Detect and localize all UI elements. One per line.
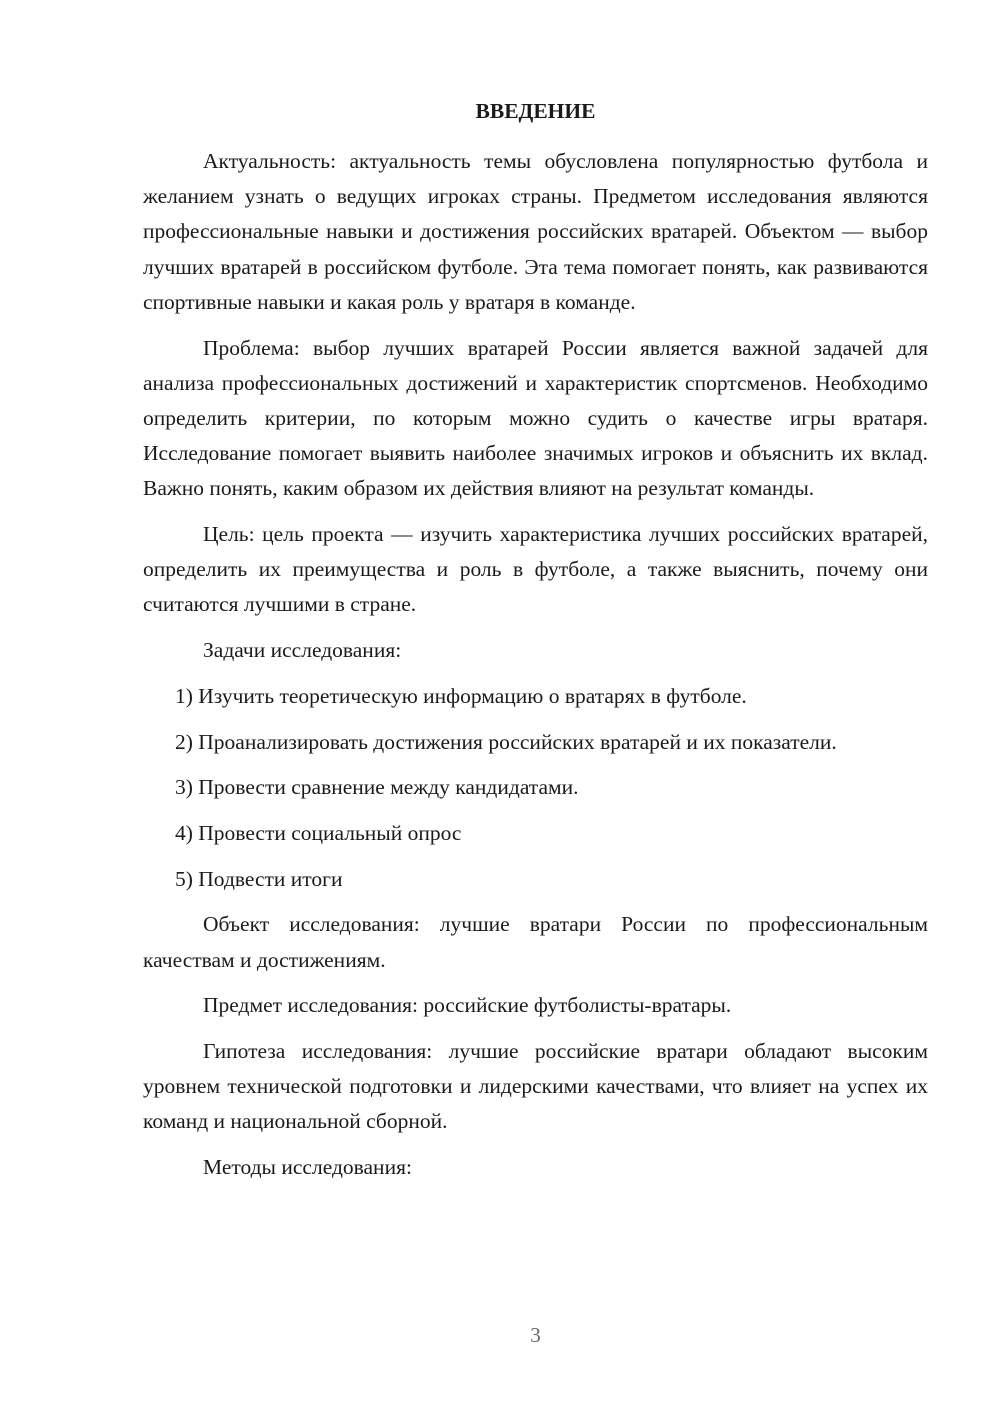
paragraph-hypothesis: Гипотеза исследования: лучшие российские вратари обладают высоким уровнем технической подготовки и лидерскими качествами, что влияет на успех их команд и национальной сборной. <box>143 1038 928 1134</box>
task-item-5: 5) Подвести итоги <box>175 866 343 891</box>
section-heading: ВВЕДЕНИЕ <box>475 99 596 123</box>
paragraph-problem: Проблема: выбор лучших вратарей России является важной задачей для анализа профессиональных достижений и характеристик спортсменов. Необходимо определить критерии, по которым можно судить о качестве игры вратаря. Исследование помогает выявить наиболее значимых игроков и объяснить их вклад. Важно понять, каким образом их действия влияют на результат команды. <box>143 335 928 501</box>
paragraph-relevance: Актуальность: актуальность темы обусловлена популярностью футбола и желанием узнать о ведущих игроках страны. Предметом исследования являются профессиональные навыки и достижения российских вратарей. Объектом — выбор лучших вратарей в российском футболе. Эта тема помогает понять, как развиваются спортивные навыки и какая роль у вратаря в команде. <box>143 149 928 314</box>
tasks-heading: Задачи исследования: <box>203 638 402 663</box>
task-item-1: 1) Изучить теоретическую информацию о вратарях в футболе. <box>175 683 747 708</box>
paragraph-object: Объект исследования: лучшие вратари России по профессиональным качествам и достижениям. <box>143 912 928 972</box>
task-item-4: 4) Провести социальный опрос <box>175 820 462 845</box>
document-page <box>143 94 928 1196</box>
methods-heading: Методы исследования: <box>203 1155 412 1180</box>
page-number: 3 <box>530 1323 541 1347</box>
paragraph-subject: Предмет исследования: российские футболисты-вратары. <box>203 993 732 1018</box>
task-item-3: 3) Провести сравнение между кандидатами. <box>175 775 579 800</box>
task-item-2: 2) Проанализировать достижения российских вратарей и их показатели. <box>175 729 837 754</box>
paragraph-goal: Цель: цель проекта — изучить характеристика лучших российских вратарей, определить их преимущества и роль в футболе, а также выяснить, почему они считаются лучшими в стране. <box>143 522 928 617</box>
